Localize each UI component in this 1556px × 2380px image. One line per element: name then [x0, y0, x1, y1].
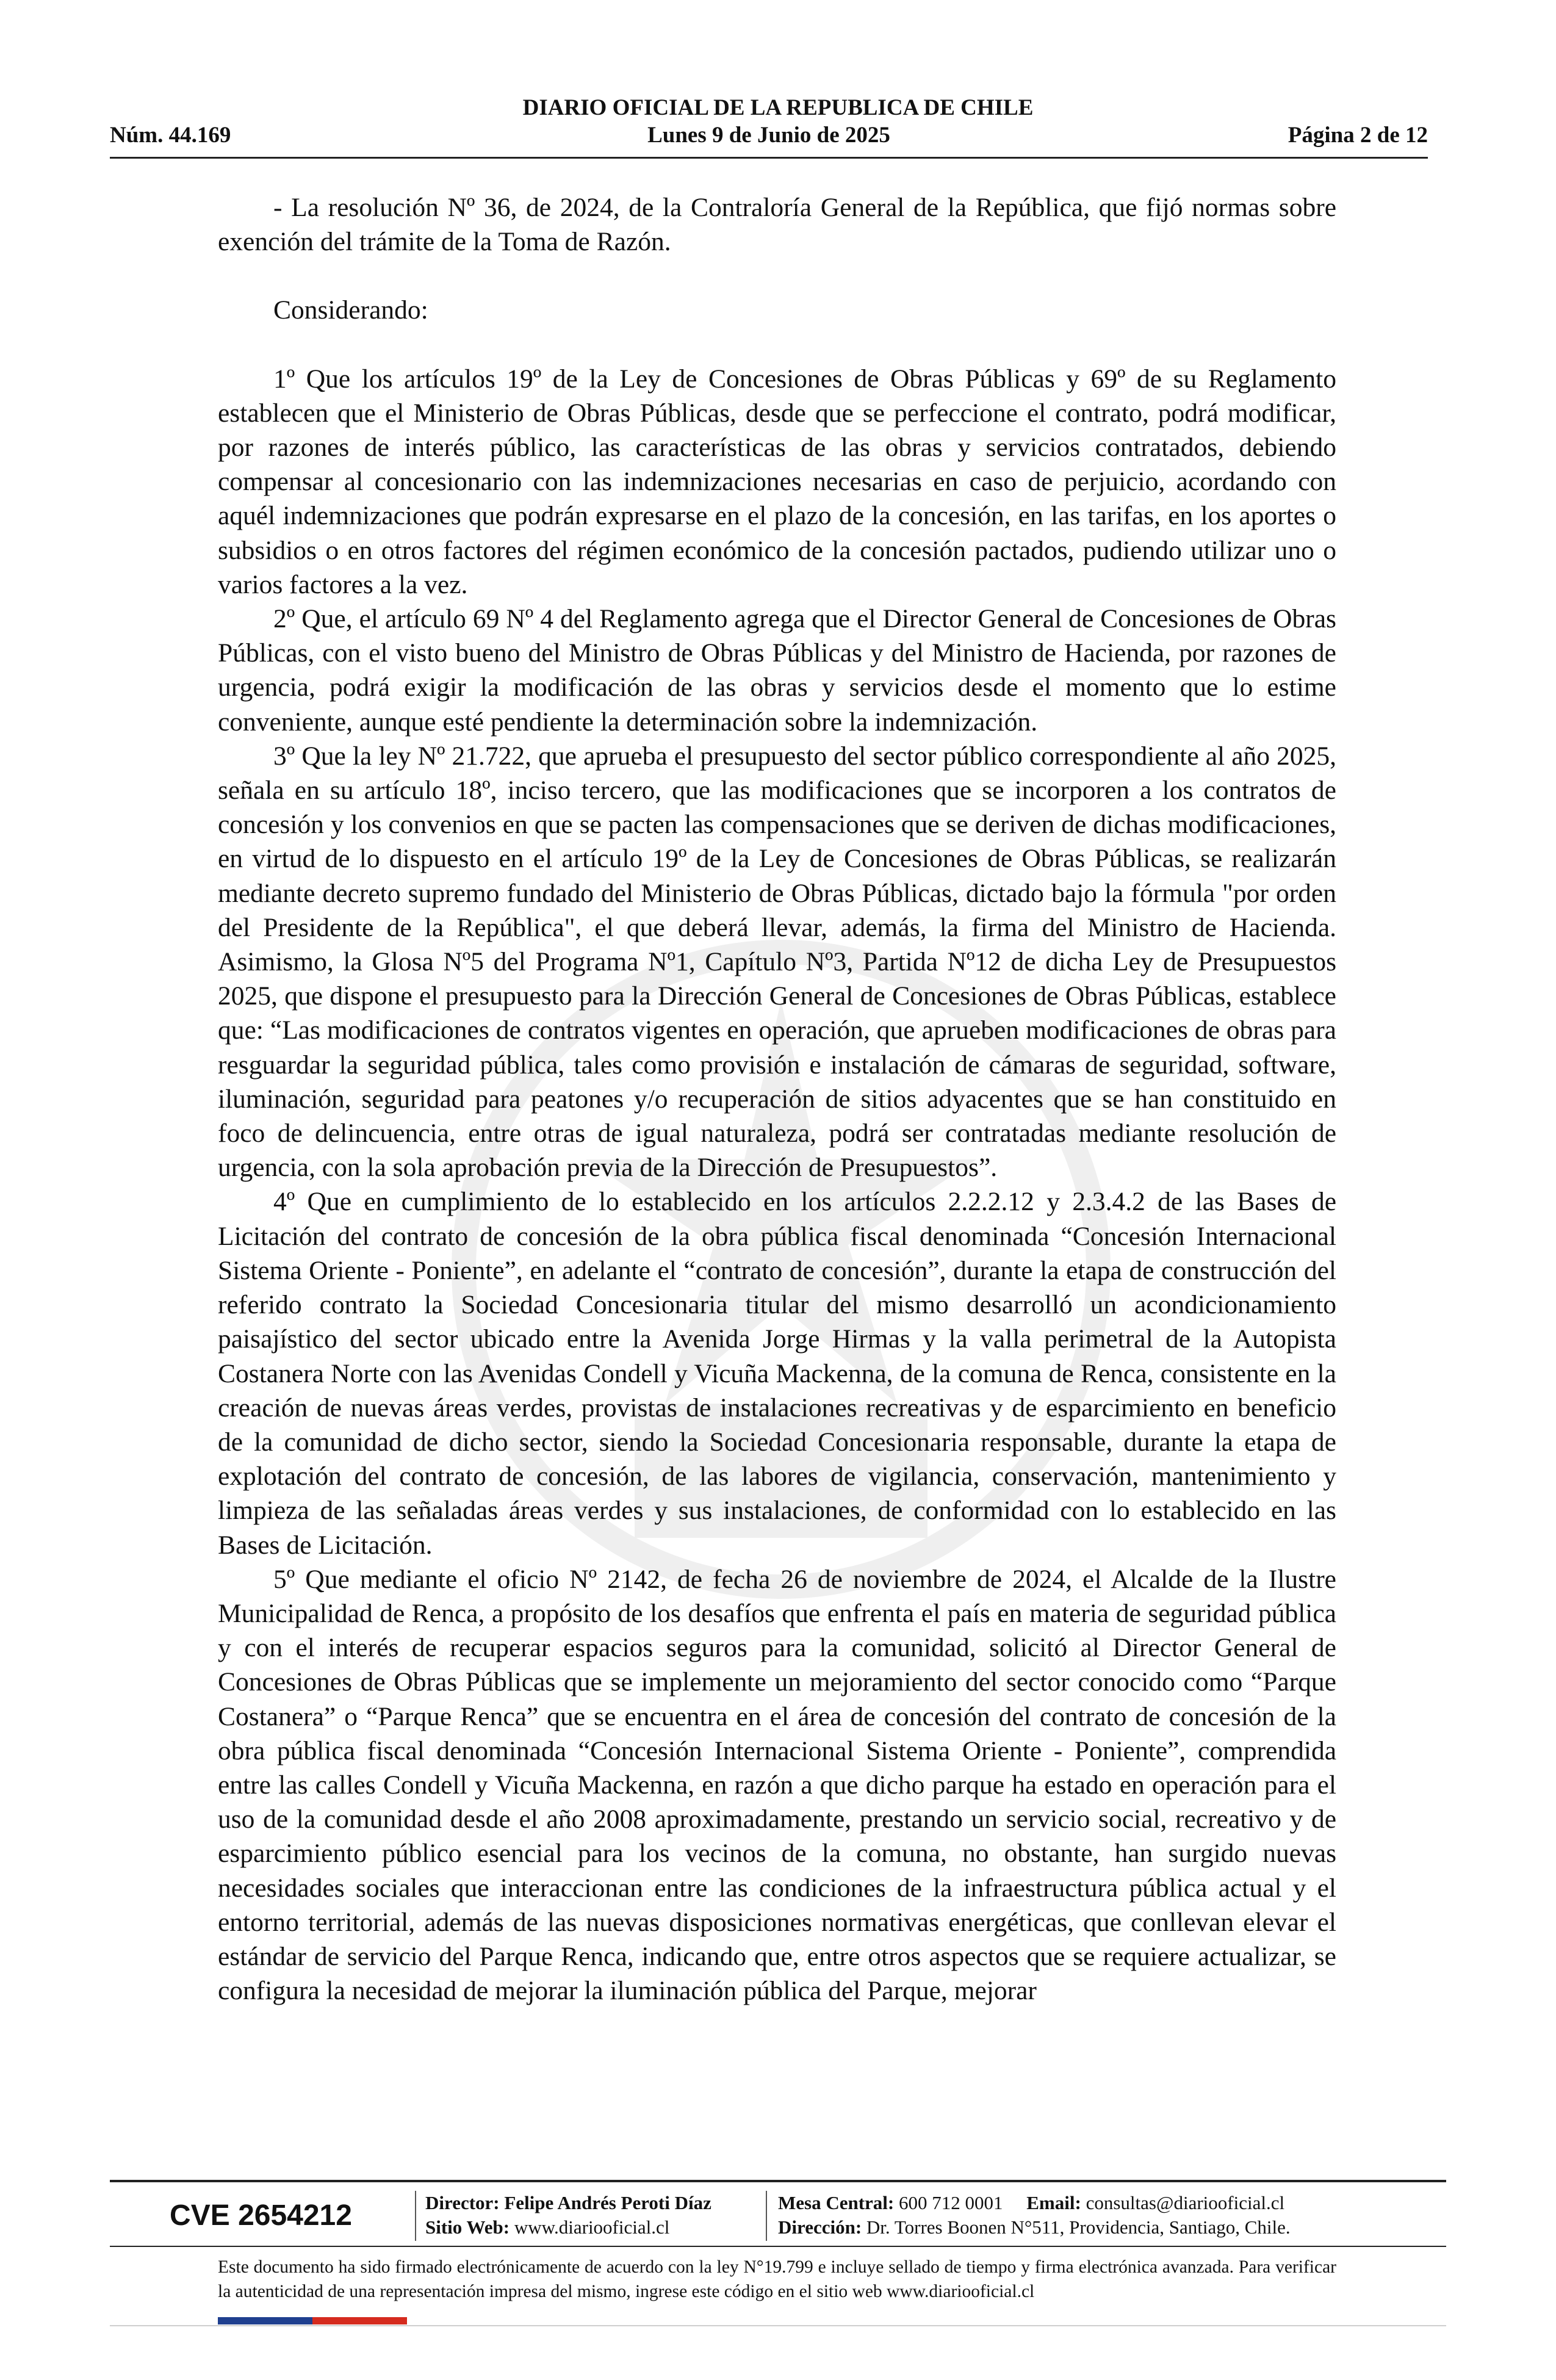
address-value: Dr. Torres Boonen N°511, Providencia, Santiago, Chile.: [866, 2216, 1291, 2238]
address-label: Dirección:: [778, 2216, 862, 2238]
issue-date: Lunes 9 de Junio de 2025: [647, 123, 890, 148]
signature-note: Este documento ha sido firmado electrónicamente de acuerdo con la ley N°19.799 e incluye sellado de tiempo y firma electrónica avanzada. Para verificar la autenticidad de una representación impresa del mismo, ingrese este código en el sitio web www.diariooficial.cl: [218, 2257, 1336, 2301]
address-line: [778, 2216, 1291, 2238]
footer-divider-secondary: [110, 2246, 1446, 2247]
paragraph-4: 4º Que en cumplimiento de lo establecido en los artículos 2.2.2.12 y 2.3.4.2 de las Bases de Licitación del contrato de concesión de la obra pública fiscal denominada “Concesión Internacional Sistema Oriente - Poniente”, en adelante el “contrato de concesión”, durante la etapa de construcción del referido contrato la Sociedad Concesionaria titular del mismo desarrolló un acondicionamiento paisajístico del sector ubicado entre la Avenida Jorge Hirmas y la valla perimetral de la Autopista Costanera Norte con las Avenidas Condell y Vicuña Mackenna, de la comuna de Renca, consistente en la creación de nuevas áreas verdes, provistas de instalaciones recreativas y de esparcimiento en beneficio de la comunidad de dicho sector, siendo la Sociedad Concesionaria responsable, durante la etapa de explotación del contrato de concesión, de las labores de vigilancia, conservación, mantenimiento y limpieza de las señaladas áreas verdes y sus instalaciones, de conformidad con lo establecido en las Bases de Licitación.: [218, 1187, 1336, 1560]
mesa-label: Mesa Central:: [778, 2192, 895, 2213]
footer-separator: [415, 2191, 416, 2241]
contact-line: [778, 2192, 1284, 2214]
document-body: [218, 190, 1336, 2008]
paragraph-3: 3º Que la ley Nº 21.722, que aprueba el presupuesto del sector público correspondiente al año 2025, señala en su artículo 18º, inciso tercero, que las modificaciones que se incorporen a los contratos de concesión y los convenios en que se pacten las compensaciones que se deriven de dichas modificaciones, en virtud de lo dispuesto en el artículo 19º de la Ley de Concesiones de Obras Públicas, se realizarán mediante decreto supremo fundado del Ministerio de Obras Públicas, dictado bajo la fórmula "por orden del Presidente de la República", el que deberá llevar, además, la firma del Ministro de Hacienda. Asimismo, la Glosa Nº5 del Programa Nº1, Capítulo Nº3, Partida Nº12 de dicha Ley de Presupuestos 2025, que dispone el presupuesto para la Dirección General de Concesiones de Obras Públicas, establece que: “Las modificaciones de contratos vigentes en operación, que aprueben modificaciones de obras para resguardar la seguridad pública, tales como provisión e instalación de cámaras de seguridad, software, iluminación, seguridad para peatones y/o recuperación de sitios adyacentes que se han constituido en foco de delincuencia, entre otras de igual naturaleza, podrá ser contratadas mediante resolución de urgencia, con la sola aprobación previa de la Dirección de Presupuestos”.: [218, 741, 1336, 1183]
header-divider: [110, 157, 1428, 159]
flag-red-segment: [312, 2317, 407, 2324]
site-label: Sitio Web:: [425, 2216, 510, 2238]
issue-number: Núm. 44.169: [110, 123, 231, 148]
paragraph-resolucion: - La resolución Nº 36, de 2024, de la Contraloría General de la República, que fijó normas sobre exención del trámite de la Toma de Razón.: [218, 193, 1336, 257]
footer-bottom-line: [110, 2325, 1446, 2326]
paragraph-considerando: Considerando:: [273, 295, 428, 325]
site-link[interactable]: www.diariooficial.cl: [514, 2216, 670, 2238]
director-name: Felipe Andrés Peroti Díaz: [504, 2192, 711, 2213]
paragraph-5: 5º Que mediante el oficio Nº 2142, de fecha 26 de noviembre de 2024, el Alcalde de la Ilustre Municipalidad de Renca, a propósito de los desafíos que enfrenta el país en materia de seguridad pública y con el interés de recuperar espacios seguros para la comunidad, solicitó al Director General de Concesiones de Obras Públicas que se implemente un mejoramiento del sector conocido como “Parque Costanera” o “Parque Renca” que se encuentra en el área de concesión del contrato de concesión de la obra pública fiscal denominada “Concesión Internacional Sistema Oriente - Poniente”, comprendida entre las calles Condell y Vicuña Mackenna, en razón a que dicho parque ha estado en operación para el uso de la comunidad desde el año 2008 aproximadamente, prestando un servicio social, recreativo y de esparcimiento público esencial para los vecinos de la comuna, no obstante, han surgido nuevas necesidades sociales que interaccionan entre las condiciones de la infraestructura pública actual y el entorno territorial, además de las nuevas disposiciones normativas energéticas, que conllevan elevar el estándar de servicio del Parque Renca, indicando que, entre otros aspectos que se requiere actualizar, se configura la necesidad de mejorar la iluminación pública del Parque, mejorar: [218, 1564, 1336, 2006]
footer-divider: [110, 2180, 1446, 2182]
cve-code: CVE 2654212: [170, 2199, 352, 2232]
paragraph-2: 2º Que, el artículo 69 Nº 4 del Reglamento agrega que el Director General de Concesiones de Obras Públicas, con el visto bueno del Ministro de Obras Públicas y del Ministro de Hacienda, por razones de urgencia, podrá exigir la modificación de las obras y servicios desde el momento que lo estime conveniente, aunque esté pendiente la determinación sobre la indemnización.: [218, 604, 1336, 737]
email-link[interactable]: consultas@diariooficial.cl: [1086, 2192, 1285, 2213]
page-number: Página 2 de 12: [1288, 123, 1428, 148]
gazette-title: DIARIO OFICIAL DE LA REPUBLICA DE CHILE: [522, 95, 1034, 120]
flag-blue-segment: [218, 2317, 312, 2324]
email-label: Email:: [1026, 2192, 1081, 2213]
director-label: Director:: [425, 2192, 500, 2213]
site-line: [425, 2216, 669, 2238]
director-line: [425, 2192, 711, 2214]
flag-stripe: [218, 2317, 407, 2324]
footer-separator: [766, 2191, 767, 2241]
mesa-phone: 600 712 0001: [899, 2192, 1003, 2213]
paragraph-1: 1º Que los artículos 19º de la Ley de Concesiones de Obras Públicas y 69º de su Reglamento establecen que el Ministerio de Obras Públicas, desde que se perfeccione el contrato, podrá modificar, por razones de interés público, las características de las obras y servicios contratados, debiendo compensar al concesionario con las indemnizaciones necesarias en caso de perjuicio, acordando con aquél indemnizaciones que podrán expresarse en el plazo de la concesión, en las tarifas, en los aportes o subsidios o en otros factores del régimen económico de la concesión pactados, pudiendo utilizar uno o varios factores a la vez.: [218, 364, 1336, 599]
